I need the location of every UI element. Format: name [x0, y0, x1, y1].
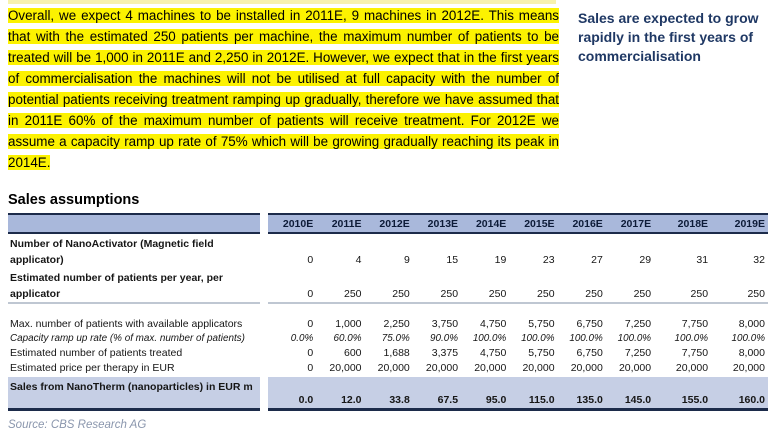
table-cell: 8,000 [738, 347, 765, 359]
table-row [8, 346, 768, 361]
table-cell: 2014E [475, 217, 507, 230]
table-cell: 20,000 [522, 362, 555, 374]
table-cell: 90.0% [430, 333, 459, 344]
table-cell: 29 [639, 254, 652, 266]
table-row [8, 361, 768, 376]
table-cell: 100.0% [731, 333, 765, 344]
table-cell: 3,750 [431, 318, 459, 330]
table-cell: 250 [690, 288, 709, 300]
table-cell: 250 [440, 288, 459, 300]
table-cell: 0 [307, 318, 314, 330]
row-label: Estimated number of patients per year, per applicator [8, 268, 260, 304]
sales-assumptions-table [8, 213, 768, 411]
column-gap [260, 332, 268, 346]
table-cell: 20,000 [329, 362, 362, 374]
margin-note: Sales are expected to grow rapidly in the first years of commercialisation [578, 10, 759, 64]
table-cell: 20,000 [732, 362, 765, 374]
table-cell: 60.0% [333, 333, 362, 344]
table-cell: 33.8 [389, 394, 410, 406]
table-cell: 32 [753, 254, 765, 266]
table-row [8, 268, 768, 304]
row-values [268, 377, 768, 411]
table-cell: 0 [307, 347, 314, 359]
table-row [8, 317, 768, 332]
table-cell: 19 [494, 254, 507, 266]
table-cell: 2013E [427, 217, 459, 230]
table-cell: 4 [355, 254, 362, 266]
table-cell: 0 [307, 362, 314, 374]
table-cell: 0.0 [298, 394, 314, 406]
table-cell: 2,250 [383, 318, 410, 330]
table-cell: 135.0 [576, 394, 603, 406]
table-cell: 31 [696, 254, 709, 266]
table-cell: 160.0 [738, 394, 765, 406]
section-title: Sales assumptions [8, 192, 140, 208]
column-gap [260, 234, 268, 268]
table-row [8, 332, 768, 346]
table-cell: 0.0% [290, 333, 314, 344]
table-cell: 1,000 [335, 318, 362, 330]
table-total-row [8, 377, 768, 411]
table-cell: 20,000 [618, 362, 652, 374]
row-values [268, 268, 768, 304]
table-cell: 100.0% [472, 333, 507, 344]
table-cell: 145.0 [624, 394, 652, 406]
table-cell: 0 [307, 254, 314, 266]
table-cell: 9 [403, 254, 410, 266]
table-cell: 5,750 [528, 347, 555, 359]
cutoff-highlight-strip [8, 0, 556, 4]
table-cell: 2012E [379, 217, 410, 230]
column-gap [260, 361, 268, 376]
table-cell: 0 [307, 288, 314, 300]
table-cell: 100.0% [674, 333, 709, 344]
table-cell: 95.0 [485, 394, 507, 406]
row-values [268, 317, 768, 332]
column-gap [260, 268, 268, 304]
column-gap [260, 377, 268, 411]
row-label: Estimated number of patients treated [10, 347, 183, 359]
table-cell: 20,000 [474, 362, 507, 374]
source-attribution: Source: CBS Research AG [8, 419, 147, 431]
table-header-years [268, 213, 768, 234]
table-cell: 2016E [572, 217, 603, 230]
table-cell: 20,000 [425, 362, 459, 374]
table-cell: 1,688 [383, 347, 410, 359]
table-cell: 23 [542, 254, 555, 266]
table-cell: 7,250 [624, 318, 652, 330]
column-gap [260, 213, 268, 234]
table-cell: 6,750 [576, 347, 603, 359]
table-cell: 2015E [524, 217, 555, 230]
table-cell: 4,750 [480, 318, 507, 330]
table-cell: 8,000 [738, 318, 765, 330]
body-paragraph [8, 5, 559, 173]
table-cell: 250 [585, 288, 603, 300]
table-cell: 7,750 [681, 347, 709, 359]
column-gap [260, 346, 268, 361]
row-label: Sales from NanoTherm (nanoparticles) in EUR m [8, 377, 260, 411]
table-cell: 2010E [282, 217, 314, 230]
table-row [8, 234, 768, 268]
row-values [268, 361, 768, 376]
row-label: Max. number of patients with available applicators [10, 318, 243, 330]
table-cell: 250 [633, 288, 652, 300]
table-cell: 75.0% [381, 333, 410, 344]
table-cell: 100.0% [617, 333, 652, 344]
table-cell: 250 [392, 288, 410, 300]
table-cell: 27 [591, 254, 603, 266]
table-cell: 3,375 [431, 347, 459, 359]
table-header-row [8, 213, 768, 234]
table-cell: 5,750 [528, 318, 555, 330]
table-cell: 250 [488, 288, 507, 300]
table-cell: 250 [537, 288, 555, 300]
table-cell: 4,750 [480, 347, 507, 359]
table-cell: 15 [446, 254, 459, 266]
table-cell: 155.0 [681, 394, 709, 406]
table-cell: 100.0% [569, 333, 603, 344]
row-values [268, 346, 768, 361]
table-cell: 2018E [677, 217, 709, 230]
table-cell: 115.0 [528, 394, 555, 406]
table-cell: 6,750 [576, 318, 603, 330]
table-cell: 12.0 [341, 394, 362, 406]
table-cell: 100.0% [521, 333, 555, 344]
table-cell: 2019E [734, 217, 765, 230]
highlighted-text: Overall, we expect 4 machines to be installed in 2011E, 9 machines in 2012E. This means that with the estimated 250 patients per machine, the maximum number of patients to be treated will be 1,000 in 2011E and 2,250 in 2012E. However, we expect that in the first years of commercialisation the machines will not be utilised at full capacity with the number of potential patients receiving treatment ramping up gradually, therefore we have assumed that in 2011E 60% of the maximum number of patients will receive treatment. For 2012E we assume a capacity ramp up rate of 75% which will be growing gradually reaching its peak in 2014E. [8, 8, 559, 170]
table-cell: 20,000 [570, 362, 603, 374]
row-label: Estimated price per therapy in EUR [10, 362, 175, 374]
row-label: Number of NanoActivator (Magnetic field applicator) [10, 238, 214, 266]
table-cell: 7,250 [624, 347, 652, 359]
table-cell: 600 [343, 347, 362, 359]
table-cell: 2017E [620, 217, 652, 230]
table-cell: 7,750 [681, 318, 709, 330]
table-cell: 67.5 [437, 394, 459, 406]
table-cell: 2011E [331, 217, 362, 230]
table-cell: 20,000 [675, 362, 709, 374]
column-gap [260, 317, 268, 332]
table-cell: 250 [343, 288, 362, 300]
row-values [268, 234, 768, 268]
row-values [268, 332, 768, 346]
row-label: Capacity ramp up rate (% of max. number of patients) [10, 333, 245, 344]
table-cell: 250 [747, 288, 765, 300]
table-cell: 20,000 [377, 362, 410, 374]
table-section-spacer [8, 304, 768, 317]
table-header-label-cell [8, 213, 260, 234]
